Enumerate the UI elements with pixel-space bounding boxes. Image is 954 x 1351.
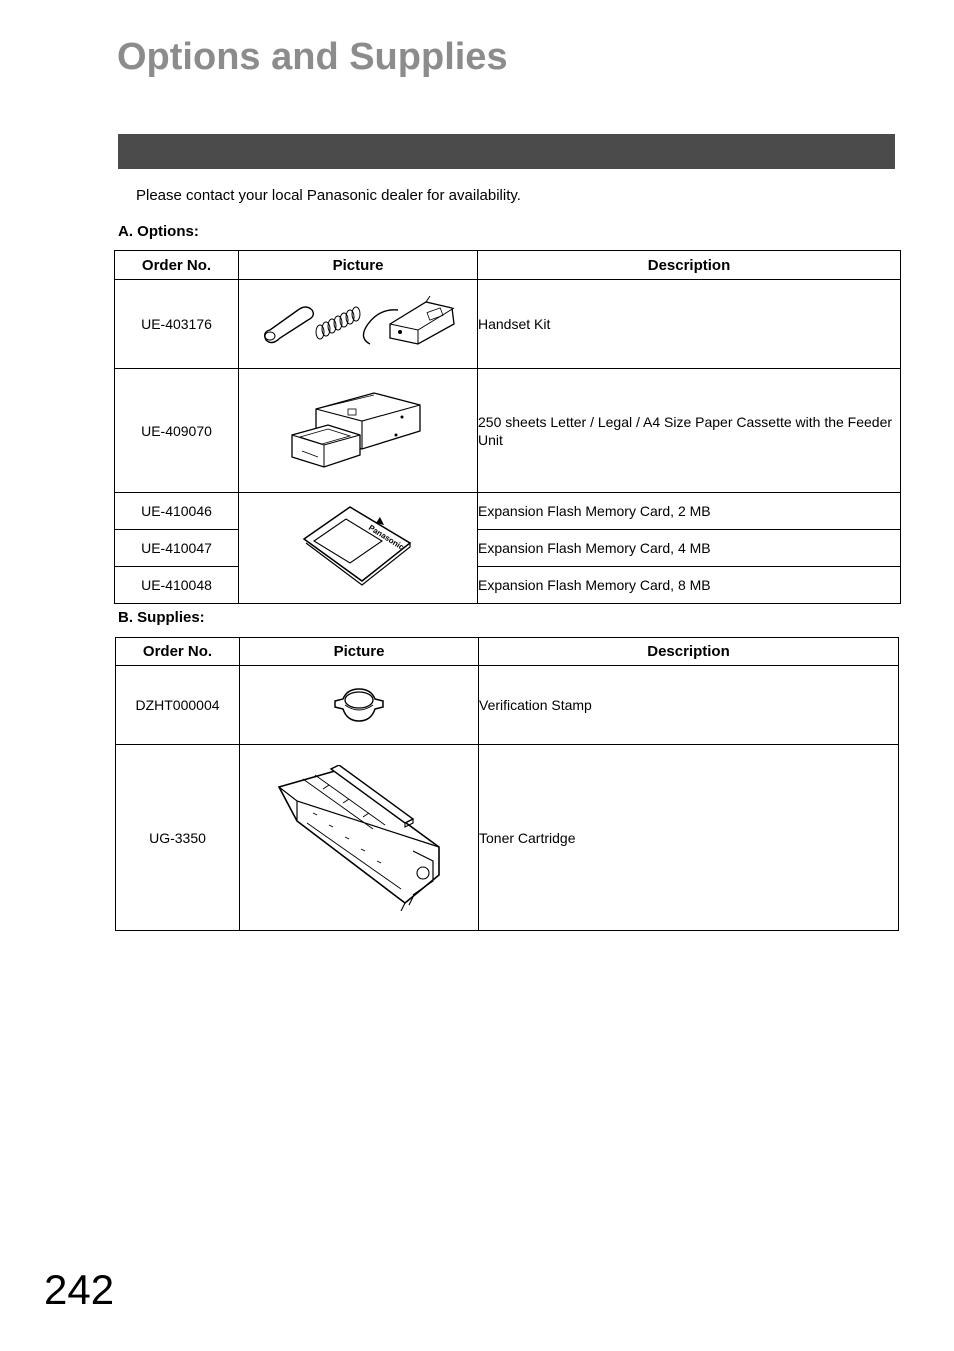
paper-cassette-icon (288, 391, 428, 471)
table-row (115, 280, 901, 369)
section-header-bar (118, 134, 895, 169)
description: Expansion Flash Memory Card, 4 MB (478, 530, 901, 567)
flash-memory-card-icon (298, 503, 418, 593)
page-title: Options and Supplies (117, 36, 508, 78)
picture-cell (240, 745, 479, 931)
description: Toner Cartridge (479, 745, 899, 931)
description: Handset Kit (478, 280, 901, 369)
table-row (115, 493, 901, 530)
table-row (116, 666, 899, 745)
header-description: Description (479, 638, 899, 666)
intro-text: Please contact your local Panasonic dealer for availability. (136, 187, 521, 204)
header-picture: Picture (239, 251, 478, 280)
picture-cell (239, 280, 478, 369)
table-row (115, 530, 901, 567)
table-header-row (115, 251, 901, 280)
order-number: UE-410046 (115, 493, 239, 530)
header-picture: Picture (240, 638, 479, 666)
picture-cell (239, 369, 478, 493)
picture-cell (240, 666, 479, 745)
page-number: 242 (44, 1266, 115, 1313)
table-row (116, 745, 899, 931)
table-row (115, 369, 901, 493)
table-row (115, 567, 901, 604)
picture-cell (239, 493, 478, 604)
description: 250 sheets Letter / Legal / A4 Size Paper Cassette with the Feeder Unit (478, 369, 901, 493)
order-number: UE-403176 (115, 280, 239, 369)
options-section-label: A. Options: (118, 223, 199, 240)
order-number: UG-3350 (116, 745, 240, 931)
toner-cartridge-icon (273, 765, 445, 911)
options-table (114, 250, 901, 604)
order-number: UE-409070 (115, 369, 239, 493)
supplies-section-label: B. Supplies: (118, 609, 205, 626)
header-order-no: Order No. (116, 638, 240, 666)
header-description: Description (478, 251, 901, 280)
order-number: DZHT000004 (116, 666, 240, 745)
header-order-no: Order No. (115, 251, 239, 280)
verification-stamp-icon (331, 683, 387, 727)
card-brand-label: Panasonic (366, 523, 406, 552)
description: Expansion Flash Memory Card, 2 MB (478, 493, 901, 530)
table-header-row (116, 638, 899, 666)
description: Expansion Flash Memory Card, 8 MB (478, 567, 901, 604)
handset-kit-icon (258, 294, 458, 354)
supplies-table (115, 637, 899, 931)
order-number: UE-410048 (115, 567, 239, 604)
order-number: UE-410047 (115, 530, 239, 567)
description: Verification Stamp (479, 666, 899, 745)
